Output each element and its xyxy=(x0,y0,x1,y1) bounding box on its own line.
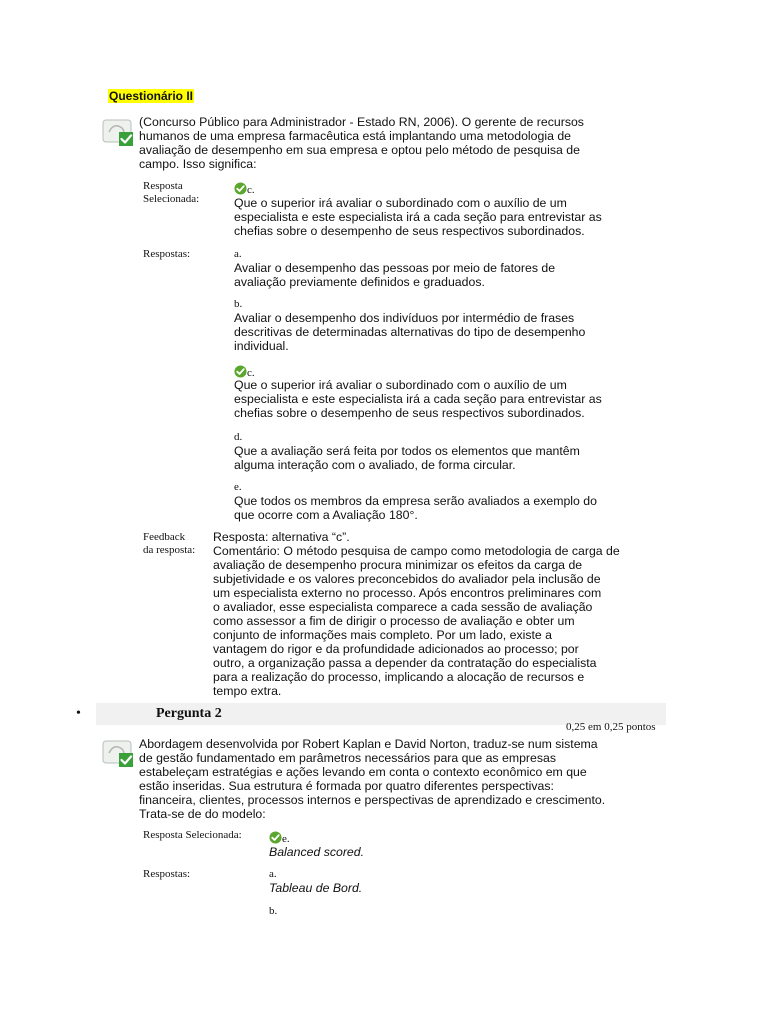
selected-answer-label: Resposta Selecionada: xyxy=(143,180,200,205)
answer-letter: c. xyxy=(247,367,255,379)
page-title: Questionário II xyxy=(109,89,194,103)
answer-letter: e. xyxy=(234,481,242,493)
answer-letter: a. xyxy=(234,248,242,260)
answer-letter: a. xyxy=(269,868,277,880)
selected-letter: e. xyxy=(282,833,290,845)
list-bullet: • xyxy=(76,706,81,721)
selected-answer-label: Resposta Selecionada: xyxy=(143,829,242,841)
question-text xyxy=(139,115,639,171)
correct-check-icon xyxy=(269,831,282,844)
feedback-text: Resposta: alternativa “c”. Comentário: O método pesquisa de campo como metodologia de carga de avaliação de desempenho procura minimizar os efeitos da carga de subjetividade e os valores preconcebidos do avaliador pela inclusão de um especialista externo no processo. Após encontros preliminares com o avaliador, esse especialista comparece a cada sessão de avaliação como assessor a fim de dirigir o processo de avaliação e obter um conjunto de informações mais completo. Por um lado, existe a vantagem do rigor e da profundidade adicionados ao processo; por outro, a organização passa a depender da contratação do especialista para a realização do processo, implicando a alocação de recursos e tempo extra. xyxy=(213,530,620,698)
score-label: 0,25 em 0,25 pontos xyxy=(566,721,656,733)
answer-option: Que o superior irá avaliar o subordinado com o auxílio de um especialista e este especialista irá a cada seção para entrevistar as chefias sobre o desempenho de seus respectivos subordinados. xyxy=(234,378,602,420)
answer-option: Avaliar o desempenho dos indivíduos por intermédio de frases descritivas de determinadas alternativas do tipo de desempenho individual. xyxy=(234,311,586,353)
selected-letter: c. xyxy=(247,184,255,196)
answer-letter: d. xyxy=(234,431,243,443)
question-line: humanos de uma empresa farmacêutica está implantando uma metodologia de xyxy=(139,129,572,143)
answers-label: Respostas: xyxy=(143,248,191,260)
correct-check-icon xyxy=(234,182,247,195)
answer-letter: b. xyxy=(234,298,243,310)
question-line: campo. Isso significa: xyxy=(139,157,257,171)
answer-option: Avaliar o desempenho das pessoas por meio de fatores de avaliação previamente definidos e graduados. xyxy=(234,261,556,289)
selected-answer-text: Balanced scored. xyxy=(269,845,365,859)
answer-option: Que todos os membros da empresa serão avaliados a exemplo do que ocorre com a Avaliação 180°. xyxy=(234,494,597,522)
answer-option: Tableau de Bord. xyxy=(269,881,363,895)
answers-label: Respostas: xyxy=(143,868,191,880)
question-line: (Concurso Público para Administrador - Estado RN, 2006). O gerente de recursos xyxy=(139,115,584,129)
answer-letter: b. xyxy=(269,905,278,917)
feedback-label: Feedback da resposta: xyxy=(143,531,196,556)
question-text: Abordagem desenvolvida por Robert Kaplan e David Norton, traduz-se num sistema de gestão fundamentado em parâmetros necessários para que as empresas estabeleçam estratégias e ações levando em conta o contexto econômico em que estão inseridas. Sua estrutura é formada por quatro diferentes perspectivas: financeira, clientes, processos internos e perspectivas de aprendizado e crescimento. Trata-se de do modelo: xyxy=(139,737,606,821)
answer-option: Que a avaliação será feita por todos os elementos que mantêm alguma interação com o avaliado, de forma circular. xyxy=(234,444,580,472)
question-heading: Pergunta 2 xyxy=(156,706,222,721)
question-line: avaliação de desempenho em sua empresa e optou pelo método de pesquisa de xyxy=(139,143,580,157)
selected-answer-text: Que o superior irá avaliar o subordinado com o auxílio de um especialista e este especialista irá a cada seção para entrevistar as chefias sobre o desempenho de seus respectivos subordinados. xyxy=(234,196,602,238)
correct-check-icon xyxy=(234,365,247,378)
question-correct-icon xyxy=(102,117,134,147)
question-correct-icon xyxy=(102,738,134,768)
